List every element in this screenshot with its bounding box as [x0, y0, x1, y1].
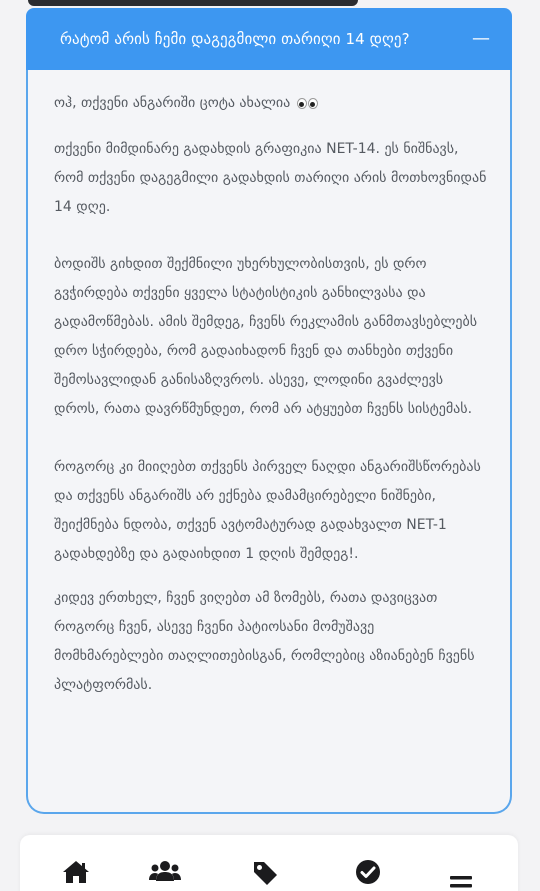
home-icon [61, 859, 91, 885]
nav-menu[interactable] [444, 859, 478, 889]
menu-icon [447, 859, 475, 889]
collapse-icon[interactable]: — [472, 28, 490, 49]
accordion-body [26, 70, 512, 814]
nav-users[interactable] [148, 859, 182, 889]
nav-home[interactable] [59, 859, 93, 889]
answer-paragraph-intro [54, 89, 488, 120]
check-circle-icon [355, 859, 381, 885]
eyes-emoji-icon [297, 91, 319, 120]
answer-paragraph-trust: როგორც კი მიიღებთ თქვენს პირველ ნაღდი ანგარიშსწორებას და თქვენს ანგარიშს არ ექნება დამამცირებელი ნიშნები, შეიქმნება ნდობა, თქვენ ავტომატურად გადახვალთ NET-1 გადახდებზე და გადაიხდით 1 დღის შემდეგ!. [54, 459, 481, 562]
top-dark-bar [28, 0, 358, 6]
answer-paragraph-protection: კიდევ ერთხელ, ჩვენ ვიღებთ ამ ზომებს, რათა დავიცვათ როგორც ჩვენ, ასევე ჩვენი პატიოსანი მომუშავე მომხმარებლები თაღლითებისგან, რომლებიც აზიანებენ ჩვენს პლატფორმას. [54, 590, 475, 693]
answer-paragraph-apology: ბოდიშს გიხდით შექმნილი უხერხულობისთვის, ეს დრო გვჭირდება თქვენი ყველა სტატისტიკის განხილვასა და გადამოწმებას. ამის შემდეგ, ჩვენს რეკლამის განმთავსებლებს დრო სჭირდება, რომ გადაიხადონ ჩვენ და თანხები თქვენი შემოსავლიდან განისაზღვროს. ასევე, ლოდინი გვაძლევს დროს, რათა დავრწმუნდეთ, რომ არ ატყუებთ ჩვენს სისტემას. [54, 256, 478, 417]
intro-text: ოჰ, თქვენი ანგარიში ცოტა ახალია [54, 95, 291, 111]
tag-icon [251, 859, 279, 887]
bottom-navigation [20, 835, 518, 891]
nav-approved[interactable] [351, 859, 385, 889]
answer-paragraph-schedule: თქვენი მიმდინარე გადახდის გრაფიკია NET-14. ეს ნიშნავს, რომ თქვენი დაგეგმილი გადახდის თარიღი არის მოთხოვნიდან 14 დღე. [54, 141, 487, 215]
accordion-header[interactable] [26, 8, 512, 70]
accordion-title: რატომ არის ჩემი დაგეგმილი თარიღი 14 დღე? [60, 30, 410, 48]
faq-accordion [26, 8, 512, 814]
users-icon [148, 859, 182, 885]
nav-tags[interactable] [248, 859, 282, 889]
